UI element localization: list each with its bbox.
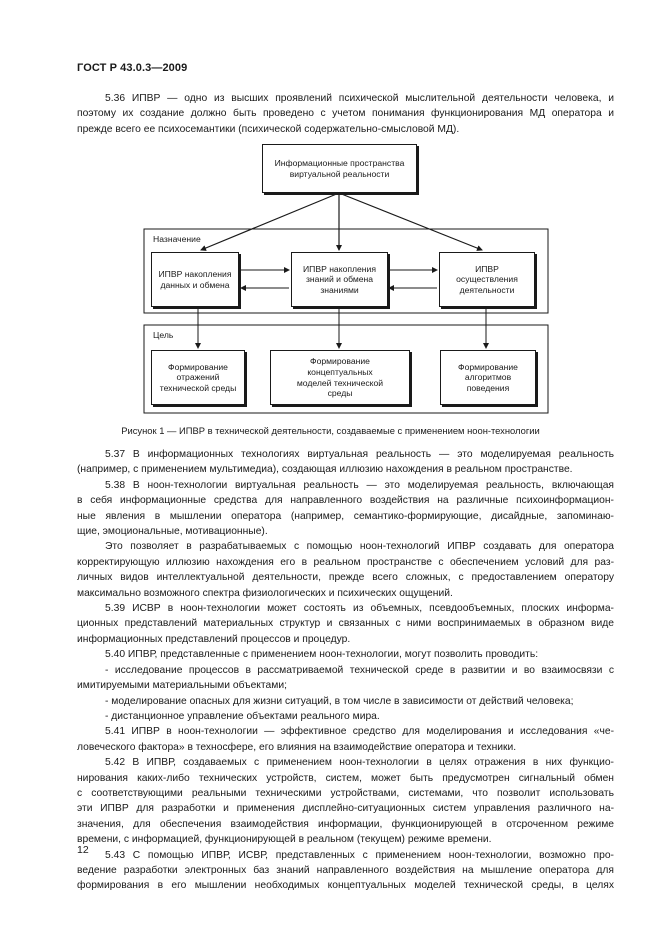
list-item: - дистанционное управление объектами реального мира. [105,710,380,722]
text-line: корректирующую иллюзию нахождения его в реальном пространстве с обеспечением условий для раз- [77,556,614,568]
text-line: (например, с применением мультимедиа), создающая иллюзию нахождения в реальном пространстве. [77,464,573,476]
text-line: 5.40 ИПВР, представленные с применением ноон-технологии, могут позволить проводить: [105,649,539,661]
text-line: личных видов интеллектуальной деятельности, прежде всего сложных, с предоставлением оператору [77,572,614,584]
box-goal-reflections: Формирование отражений технической среды [151,350,245,405]
box-ipvr-knowledge: ИПВР накопления знаний и обмена знаниями [291,252,388,307]
body-text [77,447,614,894]
text-line: 5.38 В ноон-технологии виртуальная реальность — это моделируемая реальность, включающая [105,479,614,491]
text-line: значения, для обеспечения взаимодействия информации, функционирующей в отсроченном режиме [77,818,614,830]
list-item: - моделирование опасных для жизни ситуаций, в том числе в зависимости от действий человека; [105,695,574,707]
text-line: прежде всего ее психосемантики (психической содержательно-смысловой МД). [77,123,460,135]
text-line: в себя информационные средства для направленного воздействия на различные психоинформацион- [77,495,614,507]
text-line: поэтому их создание должно быть проведено с учетом понимания функционирования МД оператора и [77,108,614,120]
box-ipvr-data: ИПВР накопления данных и обмена [151,252,239,307]
text-line: ные явления в мышлении оператора (например, семантико-формирующие, дисайдные, запоминаю- [77,510,614,522]
text-line: нирования каких-либо технических устройств, систем, может быть предусмотрен сигнальный обмен [77,772,614,784]
text-line: Это позволяет в разрабатываемых с помощью ноон-технологий ИПВР создавать для оператора [105,541,614,553]
text-line: 5.43 С помощью ИПВР, ИСВР, представленных с применением ноон-технологии, возможно про- [105,849,614,861]
group-label-goal: Цель [153,330,174,340]
text-line: формирования в его мышлении необходимых концептуальных моделей технической среды, в целях [77,880,614,892]
box-goal-algorithms: Формирование алгоритмов поведения [440,350,536,405]
text-line: информационных представлений процессов и процедур. [77,633,351,645]
text-line: имитируемыми материальными объектами; [77,680,287,692]
text-line: 5.37 В информационных технологиях виртуальная реальность — это моделируемая реальность [105,449,614,460]
box-information-spaces: Информационные пространства виртуальной реальности [262,144,417,193]
text-line: максимально возможного спектра физиологических и психических ощущений. [77,587,453,599]
text-line: щие, эмоциональные, мотивационные). [77,526,268,538]
text-line: ционных представлений материальных структур и связанных с ними воспринимаемых в образном виде [77,618,614,630]
text-line: ведение разработки электронных баз знаний направленного воздействия на мышление оператора для [77,864,614,876]
text-line: 5.39 ИСВР в ноон-технологии может состоять из объемных, псевдообъемных, плоских информа- [105,603,614,615]
text-line: 5.41 ИПВР в ноон-технологии — эффективное средство для моделирования и исследования «че- [105,726,614,738]
document-header: ГОСТ Р 43.0.3—2009 [77,62,188,74]
arrow-top-to-right [339,193,482,250]
text-line: времени, с информацией, функционирующей в реальном (текущем) режиме времени. [77,834,492,846]
group-label-purpose: Назначение [153,234,201,244]
text-line: 5.36 ИПВР — одно из высших проявлений психической мыслительной деятельности человека, и [105,93,614,104]
box-ipvr-activity: ИПВР осуществления деятельности [439,252,535,307]
text-line: с соответствующими реальными техническими устройствами, системами, что позволит использовать [77,787,614,799]
arrow-top-to-left [201,193,339,250]
text-line: 5.42 В ИПВР, создаваемых с применением ноон-технологии в целях отражения в них функцио- [105,757,614,769]
page-number: 12 [77,844,89,856]
list-item: - исследование процессов в рассматриваемой технической среде в развитии и во взаимосвязи с [105,664,614,676]
text-line: эти ИПВР для разработки и применения дисплейно-ситуационных систем управления различного на- [77,803,614,815]
text-line: ловеческого фактора» в техносфере, его влияния на взаимодействие оператора и техники. [77,741,517,753]
figure-caption: Рисунок 1 — ИПВР в технической деятельности, создаваемые с применением ноон-технологии [121,425,540,436]
box-goal-conceptual-models: Формирование концептуальных моделей технической среды [270,350,410,405]
